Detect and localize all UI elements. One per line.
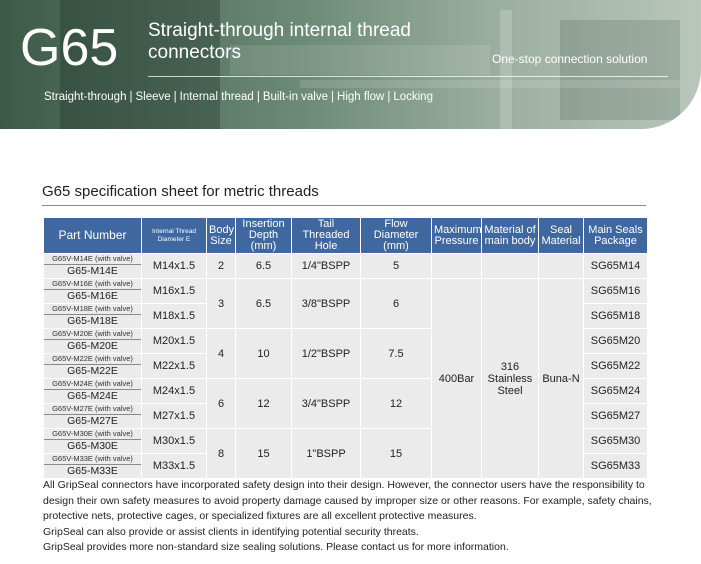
material-cell: 316 Stainless Steel — [482, 279, 539, 479]
part-number-standard: G65-M22E — [67, 365, 118, 377]
part-number-cell — [44, 404, 142, 429]
seals-package-cell: SG65M22 — [584, 354, 648, 379]
insertion-depth-cell: 15 — [236, 429, 292, 479]
feature-item: Built-in valve — [262, 91, 329, 103]
table-header-row — [44, 218, 648, 254]
product-title: Straight-through internal thread connectors — [148, 20, 411, 63]
feature-item: Straight-through — [44, 91, 127, 103]
seal-material-cell: Buna-N — [539, 279, 584, 479]
material-cell-blank — [482, 254, 539, 279]
header-part-number: Part Number — [44, 218, 142, 254]
seals-package-cell: SG65M18 — [584, 304, 648, 329]
thread-diameter-cell: M18x1.5 — [142, 304, 207, 329]
slogan: One-stop connection solution — [492, 52, 648, 66]
header-seal-material: Seal Material — [539, 218, 584, 254]
header-max-pressure: Maximum Pressure — [432, 218, 482, 254]
feature-separator: | — [256, 91, 260, 103]
part-number-cell — [44, 429, 142, 454]
header-material: Material of main body — [482, 218, 539, 254]
thread-diameter-cell: M16x1.5 — [142, 279, 207, 304]
thread-diameter-cell: M14x1.5 — [142, 254, 207, 279]
flow-diameter-cell: 5 — [361, 254, 432, 279]
seals-package-cell: SG65M30 — [584, 429, 648, 454]
model-name: G65 — [20, 19, 119, 77]
seal-cell-blank — [539, 254, 584, 279]
feature-item: Locking — [393, 91, 433, 103]
header-tail-hole: Tail Threaded Hole — [292, 218, 361, 254]
part-number-valve: G65V-M30E (with valve) — [44, 429, 141, 440]
banner-divider — [148, 76, 668, 77]
part-number-standard: G65-M33E — [67, 465, 118, 477]
safety-note: All GripSeal connectors have incorporated safety design into their design. However, the connector users have the responsibility to design their own safety measures to avoid property damage caused by improper size or other reasons. For example, safety chains, protective nets, protective cages, or specialized fixtures are all excellent protective measures. — [43, 479, 652, 522]
footer-notes — [43, 478, 663, 556]
feature-separator: | — [331, 91, 335, 103]
part-number-standard: G65-M24E — [67, 390, 118, 402]
body-size-cell: 3 — [207, 279, 236, 329]
flow-diameter-cell: 6 — [361, 279, 432, 329]
part-number-valve: G65V-M20E (with valve) — [44, 329, 141, 340]
thread-diameter-cell: M22x1.5 — [142, 354, 207, 379]
seals-package-cell: SG65M33 — [584, 454, 648, 479]
body-size-cell: 4 — [207, 329, 236, 379]
insertion-depth-cell: 6.5 — [236, 254, 292, 279]
part-number-cell — [44, 254, 142, 279]
part-number-cell — [44, 279, 142, 304]
part-number-standard: G65-M27E — [67, 415, 118, 427]
part-number-valve: G65V-M16E (with valve) — [44, 279, 141, 290]
thread-diameter-cell: M30x1.5 — [142, 429, 207, 454]
tail-hole-cell: 1/2"BSPP — [292, 329, 361, 379]
banner-background-machine — [500, 10, 512, 129]
thread-diameter-cell: M33x1.5 — [142, 454, 207, 479]
table-row — [44, 279, 648, 304]
feature-item: Internal thread — [179, 91, 254, 103]
seals-package-cell: SG65M14 — [584, 254, 648, 279]
part-number-standard: G65-M30E — [67, 440, 118, 452]
part-number-standard: G65-M18E — [67, 315, 118, 327]
part-number-valve: G65V-M24E (with valve) — [44, 379, 141, 390]
part-number-standard: G65-M14E — [67, 265, 118, 277]
header-seals-package: Main Seals Package — [584, 218, 648, 254]
thread-diameter-cell: M20x1.5 — [142, 329, 207, 354]
flow-diameter-cell: 7.5 — [361, 329, 432, 379]
part-number-valve: G65V-M18E (with valve) — [44, 304, 141, 315]
header-body-size: Body Size — [207, 218, 236, 254]
feature-list — [44, 91, 433, 103]
seals-package-cell: SG65M20 — [584, 329, 648, 354]
sheet-title-divider — [42, 205, 646, 206]
seals-package-cell: SG65M27 — [584, 404, 648, 429]
banner-background-machine — [300, 80, 680, 88]
flow-diameter-cell: 15 — [361, 429, 432, 479]
part-number-valve: G65V-M14E (with valve) — [44, 254, 141, 265]
header-thread-diameter: Internal Thread Diameter E — [142, 218, 207, 254]
part-number-cell — [44, 304, 142, 329]
tail-hole-cell: 1"BSPP — [292, 429, 361, 479]
body-size-cell: 2 — [207, 254, 236, 279]
tail-hole-cell: 3/8"BSPP — [292, 279, 361, 329]
spec-table — [43, 217, 648, 479]
part-number-standard: G65-M20E — [67, 340, 118, 352]
feature-separator: | — [387, 91, 391, 103]
seals-package-cell: SG65M24 — [584, 379, 648, 404]
feature-separator: | — [129, 91, 133, 103]
part-number-cell — [44, 329, 142, 354]
flow-diameter-cell: 12 — [361, 379, 432, 429]
header-insertion-depth: Insertion Depth (mm) — [236, 218, 292, 254]
insertion-depth-cell: 6.5 — [236, 279, 292, 329]
part-number-standard: G65-M16E — [67, 290, 118, 302]
pressure-cell-blank — [432, 254, 482, 279]
part-number-cell — [44, 379, 142, 404]
part-number-valve: G65V-M33E (with valve) — [44, 454, 141, 465]
max-pressure-cell: 400Bar — [432, 279, 482, 479]
seals-package-cell: SG65M16 — [584, 279, 648, 304]
part-number-cell — [44, 454, 142, 479]
thread-diameter-cell: M27x1.5 — [142, 404, 207, 429]
body-size-cell: 6 — [207, 379, 236, 429]
part-number-valve: G65V-M22E (with valve) — [44, 354, 141, 365]
table-row — [44, 254, 648, 279]
part-number-cell — [44, 354, 142, 379]
banner-background-machine — [560, 20, 680, 120]
sheet-title: G65 specification sheet for metric threads — [42, 183, 319, 200]
tail-hole-cell: 3/4"BSPP — [292, 379, 361, 429]
thread-diameter-cell: M24x1.5 — [142, 379, 207, 404]
insertion-depth-cell: 12 — [236, 379, 292, 429]
feature-item: High flow — [337, 91, 385, 103]
feature-separator: | — [173, 91, 177, 103]
body-size-cell: 8 — [207, 429, 236, 479]
part-number-valve: G65V-M27E (with valve) — [44, 404, 141, 415]
insertion-depth-cell: 10 — [236, 329, 292, 379]
threat-note: GripSeal can also provide or assist clients in identifying potential security threats. — [43, 525, 419, 538]
contact-note: GripSeal provides more non-standard size sealing solutions. Please contact us for more information. — [43, 541, 509, 553]
header-flow-diameter: Flow Diameter (mm) — [361, 218, 432, 254]
feature-item: Sleeve — [135, 91, 171, 103]
header-banner — [0, 0, 701, 129]
tail-hole-cell: 1/4"BSPP — [292, 254, 361, 279]
